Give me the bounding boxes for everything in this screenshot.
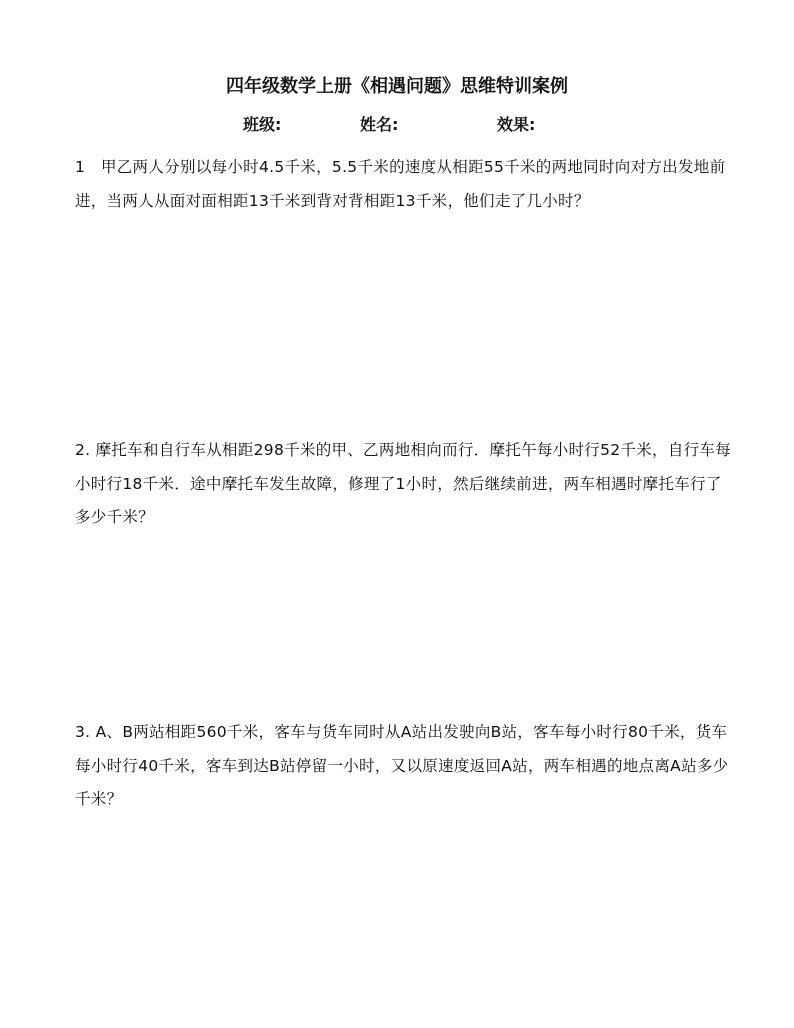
effect-label: 效果: [497,115,536,134]
page-title: 四年级数学上册《相遇问题》思维特训案例 [226,76,568,97]
student-info-row [0,113,794,137]
class-label: 班级: [243,115,282,134]
question-3: 3. A、B两站相距560千米，客车与货车同时从A站出发驶向B站，客车每小时行80千米，货车每小时行40千米，客车到达B站停留一小时，又以原速度返回A站，两车相遇的地点离A站多少千米？ [75,723,729,808]
question-1: 1 甲乙两人分别以每小时4.5千米，5.5千米的速度从相距55千米的两地同时向对方出发地前进，当两人从面对面相距13千米到背对背相距13千米，他们走了几小时？ [75,158,726,210]
question-2: 2. 摩托车和自行车从相距298千米的甲、乙两地相向而行．摩托午每小时行52千米，自行车每小时行18千米．途中摩托车发生故障，修理了1小时，然后继续前进，两车相遇时摩托车行了多少千米？ [75,441,732,526]
name-label: 姓名: [360,115,399,134]
